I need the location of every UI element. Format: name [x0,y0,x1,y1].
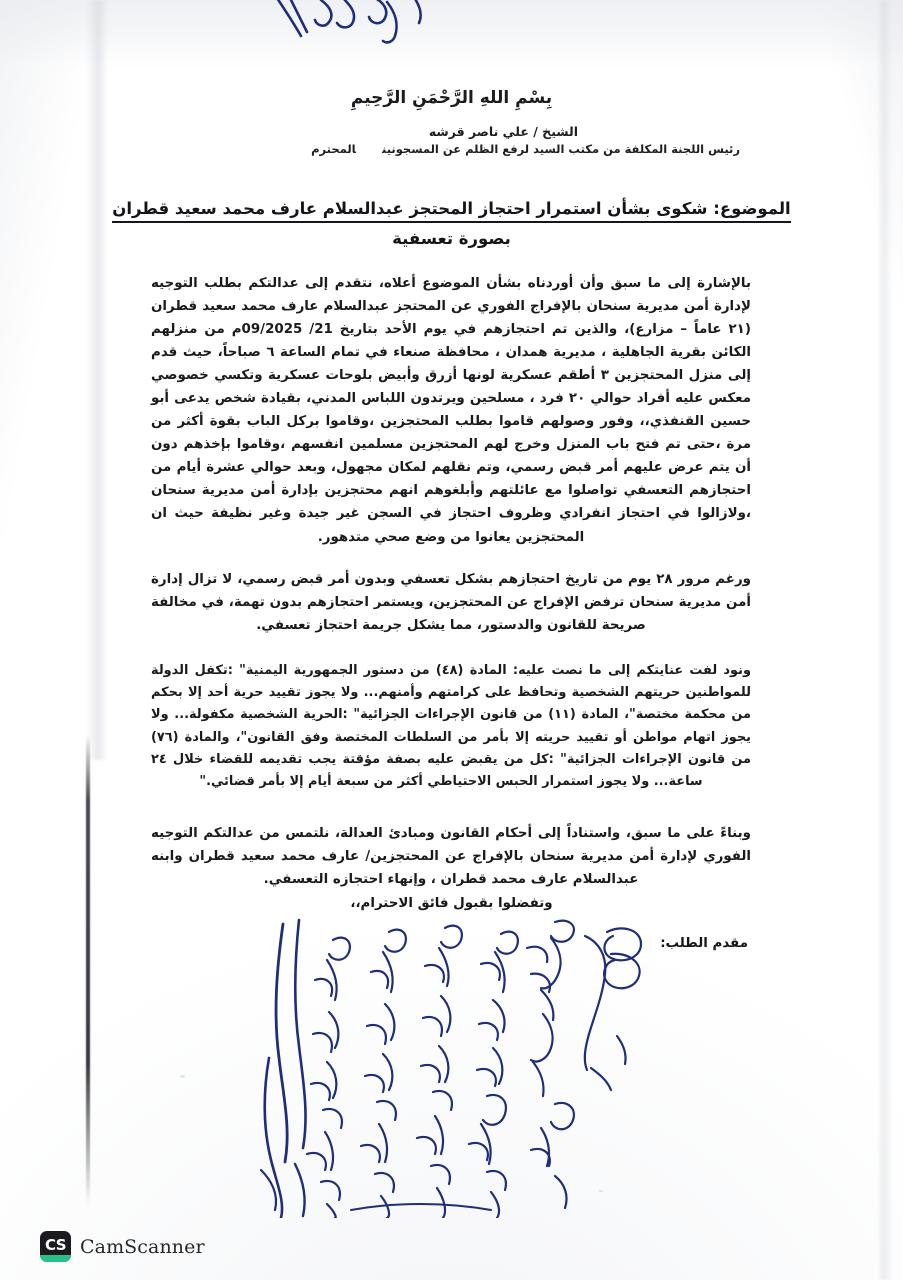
subject-block [0,198,903,250]
camscanner-badge-text: CS [44,1235,67,1254]
addressee-title-row [311,142,740,156]
camscanner-label: CamScanner [80,1235,205,1258]
paragraph-facts: بالإشارة إلى ما سبق وأن أوردناه بشأن الموضوع أعلاه، نتقدم إلى عدالتكم بطلب التوجيه لإدارة أمن مديرية سنحان بالإفراج الفوري عن المحتجز عبدالسلام عارف محمد سعيد قطران (٢١ عاماً – مزارع)، والذين تم احتجازهم في يوم الأحد بتاريخ 21/ 09/2025م من منزلهم الكائن بقرية الجاهلية ، مديرية همدان ، محافظة صنعاء في تمام الساعة ٦ صباحاً، حيث قدم إلى منزل المحتجزين ٣ أطقم عسكرية لونها أزرق وأبيض بلوحات عسكرية وتكسي خصوصي معكس عليه أفراد حوالي ٢٠ فرد ، مسلحين ويرتدون اللباس المدني، بقيادة شخص يدعى أبو حسين القنفذي،، وفور وصولهم قاموا بطلب المحتجزين ،وقاموا بركل الباب بقوة أكثر من مرة ،حتى تم فتح باب المنزل وخرج لهم المحتجزين مسلمين انفسهم ،وقاموا بإخذهم دون أن يتم عرض عليهم أمر قبض رسمي، وتم نقلهم لمكان مجهول، وبعد حوالي عشرة أيام من احتجازهم التعسفي تواصلوا مع عائلتهم وأبلغوهم انهم محتجزين بإدارة أمن مديرية سنحان ،ولازالوا في احتجاز انفرادي وظروف احتجاز في السجن غير جيدة وغير نظيفة حيث ان المحتجزين يعانوا من وضع صحي متدهور. [151,276,751,545]
camscanner-watermark [40,1231,205,1262]
paragraph-duration: ورغم مرور ٢٨ يوم من تاريخ احتجازهم بشكل تعسفي وبدون أمر قبض رسمي، لا تزال إدارة أمن مديرية سنحان ترفض الإفراج عن المحتجزين، ويستمر احتجازهم بدون تهمة، في مخالفة صريحة للقانون والدستور، مما يشكل جريمة احتجاز تعسفي. [151,572,751,634]
bismillah-heading: بِسْمِ اللهِ الرَّحْمَنِ الرَّحِيمِ [350,88,553,108]
addressee-name: الشيخ / علي ناصر قرشه [428,124,578,139]
addressee-respect-word: المحترم [311,142,356,156]
paragraph-request: وبناءً على ما سبق، واستناداً إلى أحكام القانون ومبادئ العدالة، نلتمس من عدالتكم التوجيه الفوري لإدارة أمن مديرية سنحان بالإفراج عن المحتجزين/ عارف محمد سعيد قطران وابنه عبدالسلام عارف محمد قطران ، وإنهاء احتجازه التعسفي. [151,826,751,888]
paragraph-legal-citations: ونود لفت عنايتكم إلى ما نصت عليه: المادة (٤٨) من دستور الجمهورية اليمنية" :تكفل الدولة للمواطنين حريتهم الشخصية وتحافظ على كرامتهم وأمنهم... ولا يجوز تقييد حرية أحد إلا بحكم من محكمة مختصة"، المادة (١١) من قانون الإجراءات الجزائية" :الحرية الشخصية مكفولة... ولا يجوز اتهام مواطن أو تقييد حريته إلا بأمر من السلطات المختصة وفق القانون"، والمادة (٧٦) من قانون الإجراءات الجزائية" :كل من يقبض عليه بصفة مؤقتة يجب تقديمه للقضاء خلال ٢٤ ساعة... ولا يجوز استمرار الحبس الاحتياطي أكثر من سبعة أيام إلا بأمر قضائي." [151,663,751,789]
camscanner-logo-icon [40,1231,71,1262]
closing-salutation: وتفضلوا بقبول فائق الاحترام،، [350,896,553,911]
subject-line-secondary: بصورة تعسفية [392,229,511,249]
subject-line-primary: الموضوع: شكوى بشأن استمرار احتجاز المحتجز عبدالسلام عارف محمد سعيد قطران [112,198,790,223]
addressee-title: رئيس اللجنة المكلفة من مكتب السيد لرفع الظلم عن المسجونين [382,142,740,156]
applicant-label: مقدم الطلب: [660,936,748,951]
